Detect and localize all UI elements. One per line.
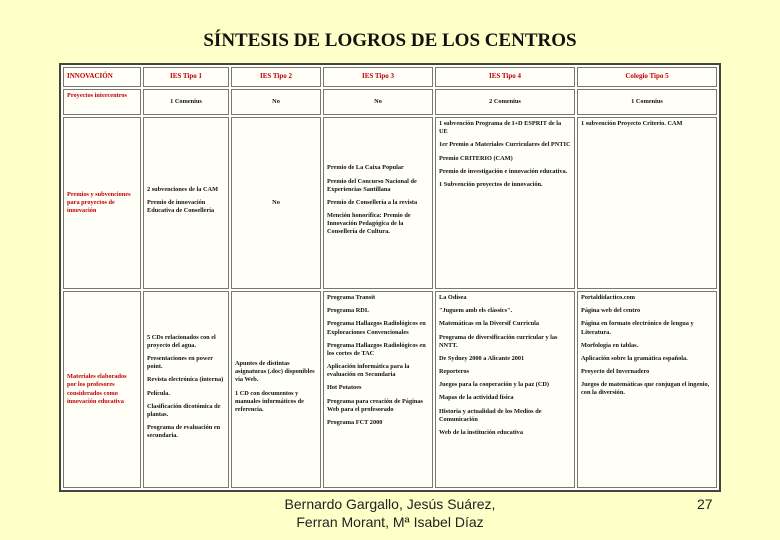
list-item: Premio de Consellería a la revista — [327, 198, 418, 206]
list-item: Programa Transit — [327, 294, 376, 301]
row-label-proyectos: Proyectos intercentros — [63, 89, 141, 115]
list-item: 1 CD con documentos y manuales informáticos de referencia. — [235, 389, 304, 413]
list-item: Mapas de la actividad física — [439, 394, 514, 402]
list-item: Clasificación dicotómica de plantas. — [147, 402, 221, 418]
list-item: Portaldidactico.com — [581, 294, 636, 301]
list-item: Juegos para la cooperación y la paz (CD) — [439, 381, 550, 389]
cell-proyectos-tipo5: 1 Comenius — [577, 89, 717, 115]
cell-premios-tipo3 — [323, 117, 433, 289]
row-label-materiales: Materiales elaborados por los profesores considerados como innovación educativa — [63, 291, 141, 488]
list-item: 2 subvenciones de la CAM — [147, 185, 219, 193]
list-item: Programa de diversificación curricular y las NNTT. — [439, 333, 558, 349]
header-colegio-tipo-5: Colegio Tipo 5 — [577, 67, 717, 87]
cell-premios-tipo4 — [435, 117, 575, 289]
list-item: 1er Premio a Materiales Curriculares del PNTIC — [439, 141, 571, 149]
list-item: Aplicación sobre la gramática española. — [581, 354, 688, 362]
list-item: "Juguem amb els clàssics". — [439, 307, 513, 315]
list-item: 5 CDs relacionados con el proyecto del agua. — [147, 333, 216, 349]
header-ies-tipo-2: IES Tipo 2 — [231, 67, 321, 87]
cell-proyectos-tipo3: No — [323, 89, 433, 115]
cell-proyectos-tipo4: 2 Comenius — [435, 89, 575, 115]
list-item: Programa Hallazgos Radiológicos en los cortes de TAC — [327, 341, 426, 357]
list-item: Página web del centro — [581, 307, 641, 315]
cell-materiales-tipo3 — [323, 291, 433, 488]
page-title: SÍNTESIS DE LOGROS DE LOS CENTROS — [203, 30, 577, 51]
list-item: Morfología en tablas. — [581, 341, 639, 349]
header-ies-tipo-4: IES Tipo 4 — [435, 67, 575, 87]
list-item: Historia y actualidad de los Medios de Comunicación — [439, 407, 542, 423]
list-item: Proyecto del Invernadero — [581, 368, 650, 376]
cell-materiales-tipo4 — [435, 291, 575, 488]
page-number: 27 — [697, 496, 713, 512]
cell-proyectos-tipo1: 1 Comenius — [143, 89, 229, 115]
list-item: Matemáticas en la Diversif Curricula — [439, 320, 540, 328]
list-item: Premio del Concurso Nacional de Experiencias Santillana — [327, 177, 417, 193]
list-item: 1 subvención Programa de I+D ESPRIT de la UE — [439, 120, 562, 136]
authors-line-2: Ferran Morant, Mª Isabel Díaz — [296, 514, 484, 531]
cell-premios-tipo1 — [143, 117, 229, 289]
list-item: 1 Subvención proyectos de innovación. — [439, 180, 543, 188]
list-item: Premio de investigación e innovación educativa. — [439, 167, 568, 175]
list-item: Reporteros — [439, 368, 469, 376]
list-item: Revista electrónica (interna) — [147, 376, 224, 384]
list-item: Juegos de matemáticas que conjugan el ingenio, con la diversión. — [581, 381, 710, 397]
cell-materiales-tipo5 — [577, 291, 717, 488]
list-item: Programa para creación de Páginas Web para el profesorado — [327, 397, 423, 413]
cell-proyectos-tipo2: No — [231, 89, 321, 115]
cell-materiales-tipo2 — [231, 291, 321, 488]
list-item: Programa RDL — [327, 307, 370, 315]
list-item: Premio de La Caixa Popular — [327, 164, 404, 172]
header-ies-tipo-3: IES Tipo 3 — [323, 67, 433, 87]
list-item: Apuntes de distintas asignaturas (.doc) disponibles via Web. — [235, 359, 315, 384]
list-item: Premio de innovación Educativa de Consellería — [147, 198, 215, 215]
list-item: Película. — [147, 389, 170, 397]
list-item: Programa de evaluación en secundaria. — [147, 424, 221, 440]
list-item: De Sydney 2000 a Alicante 2001 — [439, 354, 525, 362]
list-item: Aplicación informática para la evaluación en Secundaria — [327, 363, 410, 379]
achievements-table — [59, 63, 721, 492]
list-item: Premio CRITERIO (CAM) — [439, 154, 513, 162]
cell-materiales-tipo1 — [143, 291, 229, 488]
list-item: Web de la institución educativa — [439, 428, 523, 436]
list-item: Hot Potatoes — [327, 384, 362, 392]
authors-line-1: Bernardo Gargallo, Jesús Suárez, — [284, 496, 496, 512]
header-ies-tipo-1: IES Tipo 1 — [143, 67, 229, 87]
cell-premios-tipo5 — [577, 117, 717, 289]
list-item: Mención honorífica: Premio de Innovación Pedagógica de la Consellería de Cultura. — [327, 212, 411, 236]
footer-authors — [0, 495, 780, 531]
row-label-premios: Premios y subvenciones para proyectos de innovación — [63, 117, 141, 289]
list-item: 1 subvención Proyecto Criterio. CAM — [581, 120, 683, 127]
list-item: Programa Hallazgos Radiológicos en Exploraciones Convencionales — [327, 320, 426, 336]
cell-premios-tipo2: No — [231, 117, 321, 289]
list-item: Presentaciones en power point. — [147, 354, 213, 371]
list-item: Programa FCT 2000 — [327, 418, 383, 426]
list-item: Página en formato electrónico de lengua y Literatura. — [581, 320, 694, 336]
list-item: La Odisea — [439, 294, 467, 301]
header-innovacion: INNOVACIÓN — [63, 67, 141, 87]
